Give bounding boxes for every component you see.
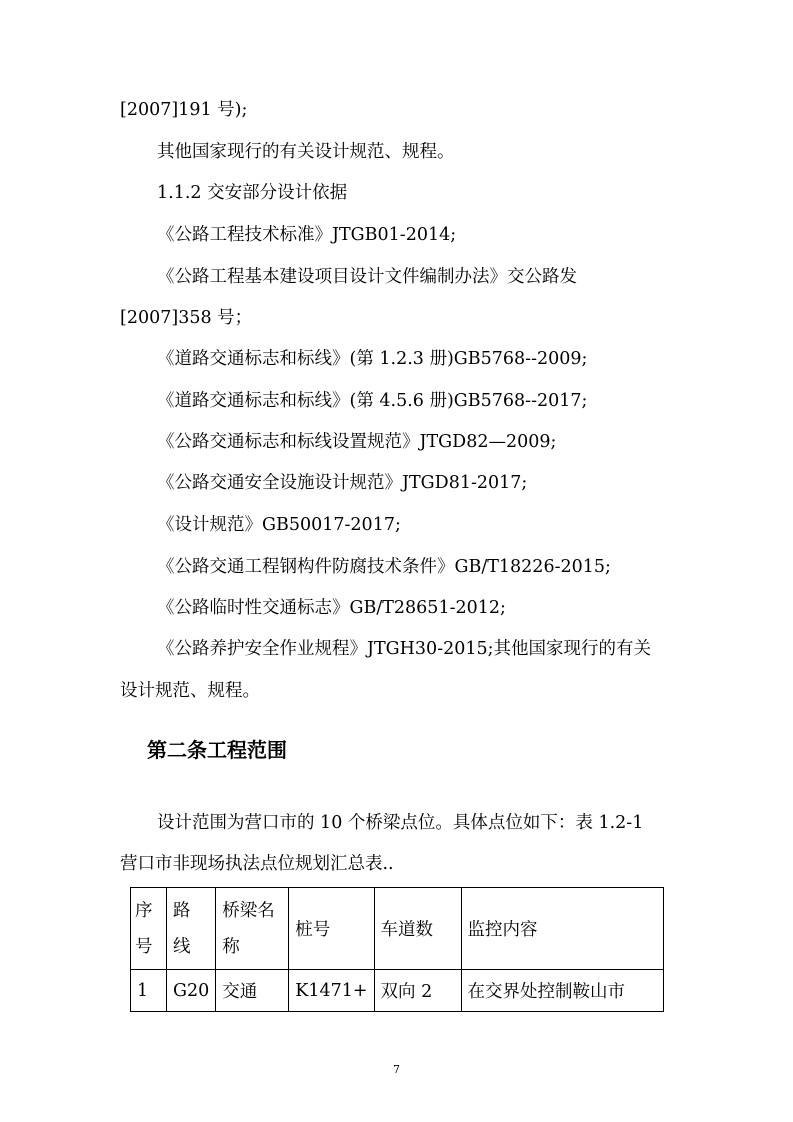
paragraph-line-7: 《道路交通标志和标线》(第 1.2.3 册)GB5768--2009; [157,349,588,369]
page-number: 7 [393,1063,400,1076]
paragraph-line-4: 《公路工程技术标准》JTGB01-2014; [157,225,457,245]
cell-lanes: 双向 2 [374,970,461,1012]
paragraph-line-14: 《公路养护安全作业规程》JTGH30-2015;其他国家现行的有关 [157,639,652,659]
paragraph-line-2: 其他国家现行的有关设计规范、规程。 [157,142,455,162]
table-row [131,970,664,1012]
cell-seq: 1 [131,970,167,1012]
header-seq: 序 号 [131,888,167,970]
paragraph-line-13: 《公路临时性交通标志》GB/T28651-2012; [157,598,506,618]
header-monitor-content: 监控内容 [461,888,663,970]
header-stake: 桩号 [289,888,374,970]
paragraph-line-8: 《道路交通标志和标线》(第 4.5.6 册)GB5768--2017; [157,391,588,411]
table-header-row [131,888,664,970]
paragraph-line-6: [2007]358 号； [120,308,253,328]
paragraph-line-15: 设计规范、规程。 [120,681,260,701]
cell-route: G20 [167,970,216,1012]
paragraph-line-9: 《公路交通标志和标线设置规范》JTGD82—2009; [157,432,557,452]
cell-monitor-content: 在交界处控制鞍山市 [461,970,663,1012]
section-heading: 第二条工程范围 [147,738,287,762]
paragraph-line-10: 《公路交通安全设施设计规范》JTGD81-2017; [157,473,528,493]
header-bridge-name: 桥梁名 称 [216,888,289,970]
paragraph-line-5: 《公路工程基本建设项目设计文件编制办法》交公路发 [157,267,577,287]
scope-text-line-2: 营口市非现场执法点位规划汇总表.. [120,854,394,874]
cell-bridge-name: 交通 [216,970,289,1012]
scope-text-line-1: 设计范围为营口市的 10 个桥梁点位。具体点位如下：表 1.2-1 [157,813,644,833]
paragraph-line-11: 《设计规范》GB50017-2017; [157,515,401,535]
header-route: 路 线 [167,888,216,970]
header-lanes: 车道数 [374,888,461,970]
paragraph-line-1: [2007]191 号); [120,100,248,120]
paragraph-line-3: 1.1.2 交安部分设计依据 [157,183,348,203]
cell-stake: K1471+ [289,970,374,1012]
paragraph-line-12: 《公路交通工程钢构件防腐技术条件》GB/T18226-2015; [157,557,611,577]
point-summary-table [130,887,664,1012]
